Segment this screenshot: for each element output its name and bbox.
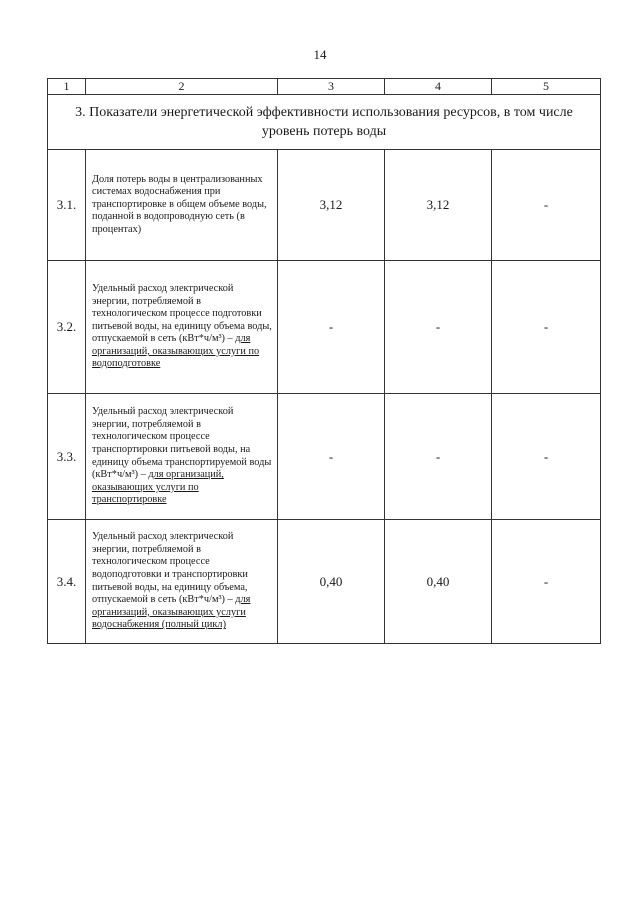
row-description-text: Удельный расход электрической энергии, потребляемой в технологическом процессе водоподготовки и транспортировки питьевой воды, на единицу объема, отпускаемой в сеть (кВт*ч/м³) – — [92, 531, 248, 606]
row-col4-value: 3,12 — [385, 150, 492, 261]
row-col3-value: 0,40 — [278, 520, 385, 644]
row-col3-value: - — [278, 394, 385, 520]
header-cell: 5 — [492, 79, 601, 95]
row-number: 3.4. — [48, 520, 86, 644]
row-number: 3.2. — [48, 261, 86, 394]
row-description — [86, 394, 278, 520]
row-col5-value: - — [492, 150, 601, 261]
indicators-table — [47, 78, 601, 644]
row-description-text: Удельный расход электрической энергии, потребляемой в технологическом процессе транспортировки питьевой воды, на единицу объема транспортируемой воды (кВт*ч/м³) – — [92, 406, 272, 481]
row-col4-value: 0,40 — [385, 520, 492, 644]
table-row — [48, 394, 601, 520]
row-col4-value: - — [385, 261, 492, 394]
header-cell: 2 — [86, 79, 278, 95]
row-col3-value: - — [278, 261, 385, 394]
row-description — [86, 261, 278, 394]
row-description-text: Доля потерь воды в централизованных системах водоснабжения при транспортировке в общем объеме воды, поданной в водопроводную сеть (в процентах) — [92, 173, 267, 235]
header-cell: 1 — [48, 79, 86, 95]
header-cell: 4 — [385, 79, 492, 95]
header-cell: 3 — [278, 79, 385, 95]
row-col5-value: - — [492, 520, 601, 644]
row-description-underlined: для организаций, оказывающих услуги по транспортировке — [92, 469, 224, 506]
row-description-underlined: для организаций, оказывающих услуги по водоподготовке — [92, 333, 260, 370]
row-col4-value: - — [385, 394, 492, 520]
row-col3-value: 3,12 — [278, 150, 385, 261]
row-col5-value: - — [492, 261, 601, 394]
table-header-row — [48, 79, 601, 95]
row-description-text: Удельный расход электрической энергии, потребляемой в технологическом процессе подготовки питьевой воды, на единицу объема воды, отпускаемой в сеть (кВт*ч/м³) – — [92, 282, 272, 345]
section-title: 3. Показатели энергетической эффективности использования ресурсов, в том числе уровень потерь воды — [48, 95, 601, 150]
table-row — [48, 150, 601, 261]
section-row — [48, 95, 601, 150]
row-number: 3.3. — [48, 394, 86, 520]
row-col5-value: - — [492, 394, 601, 520]
row-description-underlined: для организаций, оказывающих услуги водоснабжения (полный цикл) — [92, 594, 251, 631]
row-number: 3.1. — [48, 150, 86, 261]
row-description — [86, 150, 278, 261]
table-row — [48, 261, 601, 394]
page-number: 14 — [313, 47, 327, 62]
row-description — [86, 520, 278, 644]
table-row — [48, 520, 601, 644]
